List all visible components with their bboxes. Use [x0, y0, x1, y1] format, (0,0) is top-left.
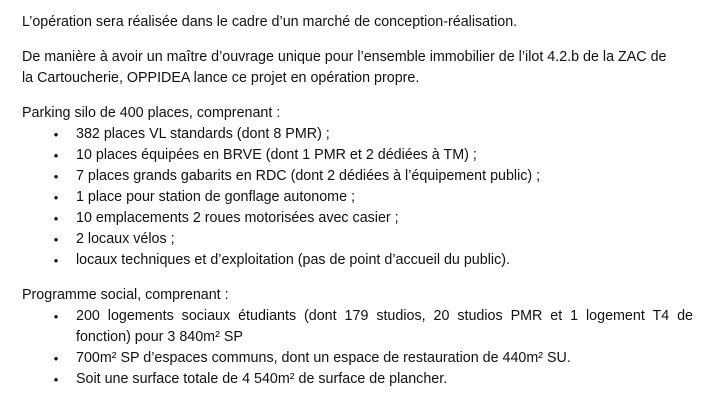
bullet-icon: •: [53, 148, 59, 163]
list-item: [22, 145, 693, 166]
social-list: [22, 306, 693, 390]
parking-list: [22, 124, 693, 271]
spacer: [22, 89, 693, 103]
list-item: [22, 208, 693, 229]
list-item: [22, 124, 693, 145]
spacer: [22, 271, 693, 285]
list-item-text: 200 logements sociaux étudiants (dont 179 studios, 20 studios PMR et 1 logement T4 de fonction) pour 3 840m² SP: [76, 308, 693, 345]
intro-paragraph: L’opération sera réalisée dans le cadre d’un marché de conception-réalisation.: [22, 14, 518, 30]
bullet-icon: •: [53, 253, 59, 268]
spacer: [22, 33, 693, 47]
list-item: [22, 348, 693, 369]
list-item-text: Soit une surface totale de 4 540m² de surface de plancher.: [76, 371, 448, 387]
bullet-icon: •: [53, 190, 59, 205]
list-item-text: 7 places grands gabarits en RDC (dont 2 dédiées à l’équipement public) ;: [76, 168, 541, 184]
list-item: [22, 306, 693, 348]
list-item-text: 10 emplacements 2 roues motorisées avec casier ;: [76, 210, 399, 226]
list-item-text: 382 places VL standards (dont 8 PMR) ;: [76, 126, 330, 142]
bullet-icon: •: [53, 232, 59, 247]
bullet-icon: •: [53, 309, 59, 324]
bullet-icon: •: [53, 372, 59, 387]
bullet-icon: •: [53, 127, 59, 142]
social-heading: Programme social, comprenant :: [22, 287, 229, 303]
list-item-text: 700m² SP d’espaces communs, dont un espace de restauration de 440m² SU.: [76, 350, 571, 366]
list-item-text: locaux techniques et d’exploitation (pas de point d’accueil du public).: [76, 252, 510, 268]
list-item-text: 2 locaux vélos ;: [76, 231, 175, 247]
owner-paragraph-line-2: la Cartoucherie, OPPIDEA lance ce projet en opération propre.: [22, 70, 420, 86]
list-item-text: 1 place pour station de gonflage autonome ;: [76, 189, 355, 205]
bullet-icon: •: [53, 169, 59, 184]
bullet-icon: •: [53, 351, 59, 366]
owner-paragraph-line-1: De manière à avoir un maître d’ouvrage unique pour l’ensemble immobilier de l’ilot 4.2.b de la ZAC de: [22, 49, 667, 65]
list-item: [22, 369, 693, 390]
list-item: [22, 187, 693, 208]
bullet-icon: •: [53, 211, 59, 226]
list-item-text: 10 places équipées en BRVE (dont 1 PMR et 2 dédiées à TM) ;: [76, 147, 477, 163]
parking-heading: Parking silo de 400 places, comprenant :: [22, 105, 281, 121]
list-item: [22, 250, 693, 271]
list-item: [22, 166, 693, 187]
list-item: [22, 229, 693, 250]
